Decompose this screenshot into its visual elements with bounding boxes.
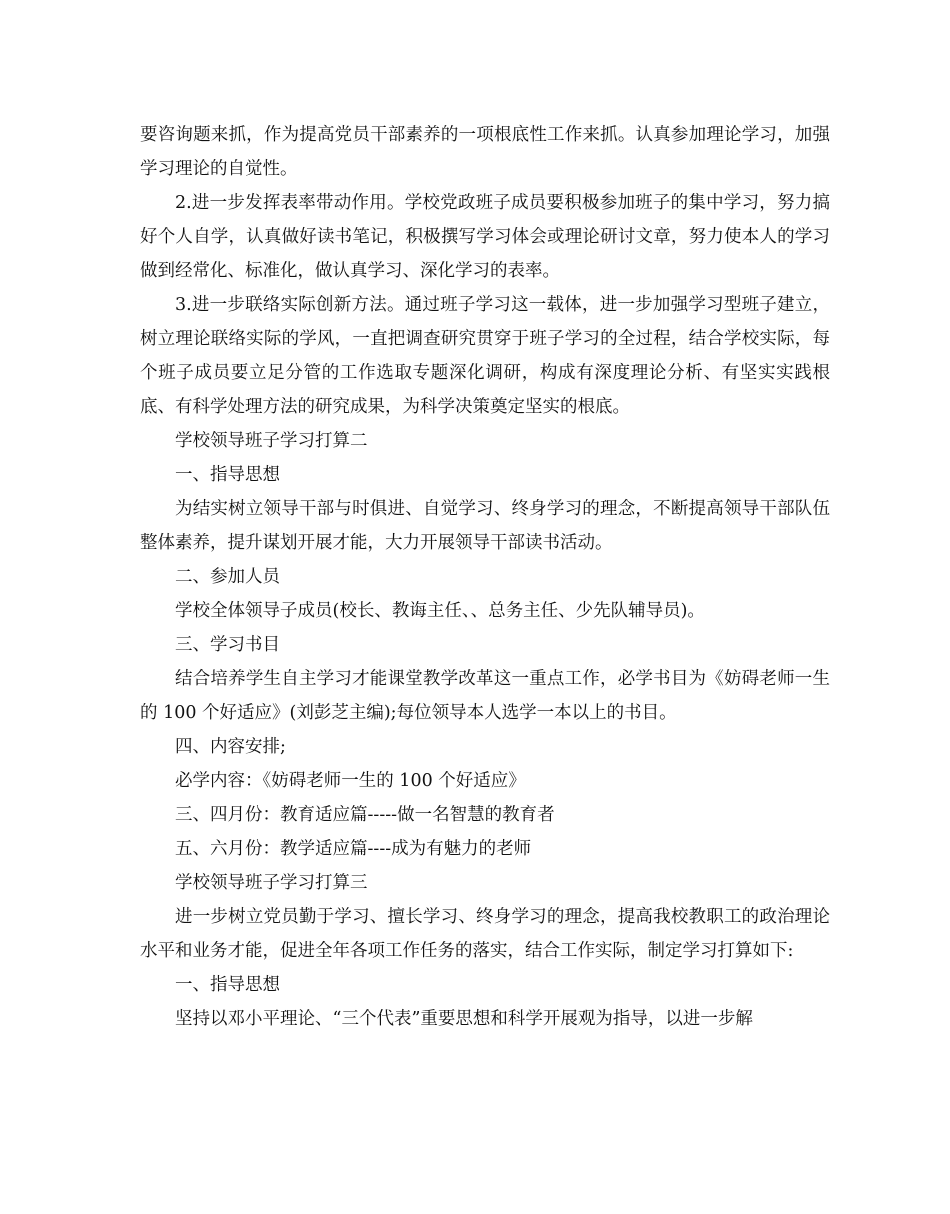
section-title-plan-3: 学校领导班子学习打算三 bbox=[175, 873, 368, 893]
paragraph-1: 要咨询题来抓，作为提高党员干部素养的一项根底性工作来抓。认真参加理论学习，加强学习理论的自觉性。 bbox=[140, 125, 830, 179]
paragraph-may-june: 五、六月份：教学适应篇----成为有魅力的老师 bbox=[175, 839, 532, 859]
section-title-plan-2: 学校领导班子学习打算二 bbox=[175, 431, 368, 451]
paragraph-guiding-ideology-2: 坚持以邓小平理论、“三个代表”重要思想和科学开展观为指导，以进一步解 bbox=[175, 1009, 753, 1029]
paragraph-book-list: 结合培养学生自主学习才能课堂教学改革这一重点工作，必学书目为《妨碍老师一生的 100 个好适应》(刘彭芝主编);每位领导本人选学一本以上的书目。 bbox=[140, 669, 830, 723]
paragraph-2: 2.进一步发挥表率带动作用。学校党政班子成员要积极参加班子的集中学习，努力搞好个人自学，认真做好读书笔记，积极撰写学习体会或理论研讨文章，努力使本人的学习做到经常化、标准化，做认真学习、深化学习的表率。 bbox=[140, 193, 830, 281]
paragraph-participants: 学校全体领导子成员(校长、教诲主任、、总务主任、少先队辅导员)。 bbox=[175, 601, 705, 621]
paragraph-3: 3.进一步联络实际创新方法。通过班子学习这一载体，进一步加强学习型班子建立，树立理论联络实际的学风，一直把调查研究贯穿于班子学习的全过程，结合学校实际，每个班子成员要立足分管的工作选取专题深化调研，构成有深度理论分析、有坚实实践根底、有科学处理方法的研究成果，为科学决策奠定坚实的根底。 bbox=[140, 295, 830, 417]
paragraph-guiding-ideology: 为结实树立领导干部与时俱进、自觉学习、终身学习的理念，不断提高领导干部队伍整体素养，提升谋划开展才能，大力开展领导干部读书活动。 bbox=[140, 499, 830, 553]
document-body bbox=[140, 118, 830, 1036]
heading-book-list: 三、学习书目 bbox=[175, 635, 280, 655]
heading-participants: 二、参加人员 bbox=[175, 567, 280, 587]
paragraph-march-april: 三、四月份：教育适应篇-----做一名智慧的教育者 bbox=[175, 805, 555, 825]
heading-guiding-ideology-2: 一、指导思想 bbox=[175, 975, 280, 995]
paragraph-plan-3-intro: 进一步树立党员勤于学习、擅长学习、终身学习的理念，提高我校教职工的政治理论水平和业务才能，促进全年各项工作任务的落实，结合工作实际，制定学习打算如下: bbox=[140, 907, 830, 961]
heading-guiding-ideology: 一、指导思想 bbox=[175, 465, 280, 485]
heading-content-arrangement: 四、内容安排; bbox=[175, 737, 286, 757]
paragraph-required-content: 必学内容：《妨碍老师一生的 100 个好适应》 bbox=[175, 771, 526, 791]
